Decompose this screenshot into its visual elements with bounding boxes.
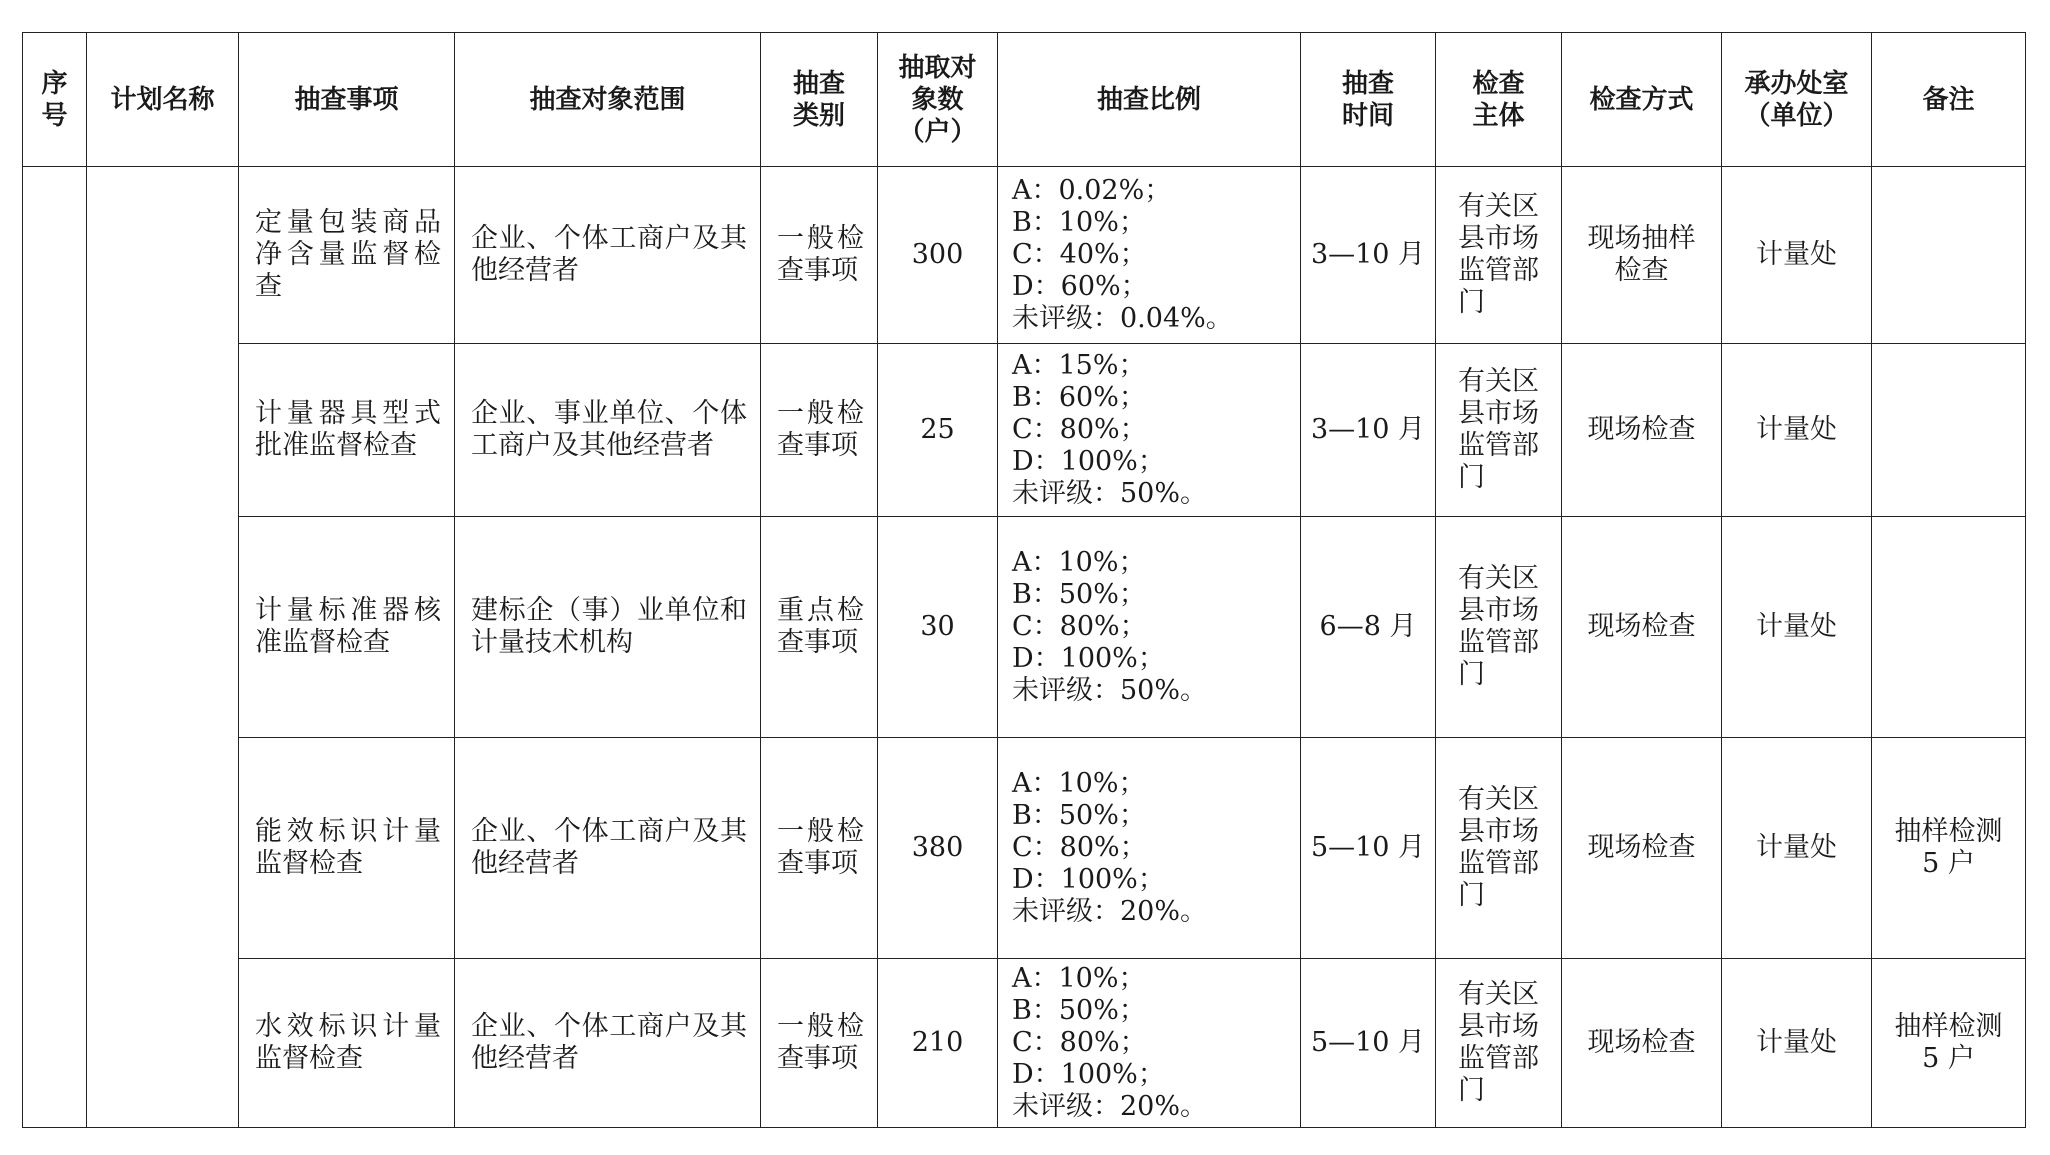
cell-ratio xyxy=(998,517,1301,738)
method-line: 现场检查 xyxy=(1587,414,1696,445)
category-line: 一般检 xyxy=(777,816,864,847)
ratio-line: 未评级：50%。 xyxy=(1012,478,1208,509)
header-dept: 承办处室 （单位） xyxy=(1722,33,1872,167)
header-seq: 序 号 xyxy=(23,33,87,167)
cell-scope xyxy=(455,959,761,1128)
ratio-line: 未评级：0.04%。 xyxy=(1012,303,1233,334)
ratio-line: A：10%； xyxy=(1012,963,1146,994)
ratio-line: B：50%； xyxy=(1012,800,1146,831)
item-line: 监督检查 xyxy=(255,848,363,879)
subject-line: 县市场 xyxy=(1458,1011,1539,1042)
cell-scope xyxy=(455,167,761,344)
cell-item xyxy=(239,959,455,1128)
scope-line: 企业、个体工商户及其 xyxy=(471,1011,747,1042)
subject-line: 监管部 xyxy=(1458,1043,1539,1074)
ratio-line: D：60%； xyxy=(1012,271,1148,302)
cell-category xyxy=(761,959,878,1128)
ratio-line: C：40%； xyxy=(1012,239,1147,270)
subject-line: 有关区 xyxy=(1458,563,1539,594)
scope-line: 工商户及其他经营者 xyxy=(471,430,714,461)
table-row xyxy=(23,344,2026,517)
cell-dept: 计量处 xyxy=(1722,167,1872,344)
cell-subject xyxy=(1436,167,1562,344)
cell-dept: 计量处 xyxy=(1722,344,1872,517)
scope-line: 建标企（事）业单位和 xyxy=(471,595,747,626)
cell-subject xyxy=(1436,344,1562,517)
cell-category xyxy=(761,738,878,959)
cell-ratio xyxy=(998,959,1301,1128)
item-line: 净含量监督检 xyxy=(255,239,441,270)
cell-subject xyxy=(1436,517,1562,738)
ratio-line: C：80%； xyxy=(1012,1027,1147,1058)
scope-line: 他经营者 xyxy=(471,1043,579,1074)
cell-count: 25 xyxy=(878,344,998,517)
cell-method xyxy=(1562,738,1722,959)
scope-line: 企业、个体工商户及其 xyxy=(471,816,747,847)
category-line: 重点检 xyxy=(777,595,864,626)
cell-scope xyxy=(455,517,761,738)
table-body xyxy=(23,167,2026,1128)
ratio-line: D：100%； xyxy=(1012,1059,1165,1090)
cell-scope xyxy=(455,344,761,517)
cell-category xyxy=(761,344,878,517)
cell-time: 3—10 月 xyxy=(1301,167,1436,344)
cell-scope xyxy=(455,738,761,959)
cell-item xyxy=(239,167,455,344)
cell-ratio xyxy=(998,738,1301,959)
scope-line: 企业、个体工商户及其 xyxy=(471,223,747,254)
subject-line: 监管部 xyxy=(1458,627,1539,658)
cell-count: 30 xyxy=(878,517,998,738)
item-line: 批准监督检查 xyxy=(255,430,417,461)
cell-dept: 计量处 xyxy=(1722,517,1872,738)
subject-line: 监管部 xyxy=(1458,848,1539,879)
cell-method xyxy=(1562,959,1722,1128)
cell-item xyxy=(239,517,455,738)
cell-time: 5—10 月 xyxy=(1301,738,1436,959)
cell-plan-name xyxy=(87,167,239,1128)
cell-category xyxy=(761,167,878,344)
category-line: 查事项 xyxy=(777,430,858,461)
cell-seq xyxy=(23,167,87,1128)
remark-line: 5 户 xyxy=(1922,848,1975,879)
remark-line: 抽样检测 xyxy=(1894,816,2003,847)
subject-line: 有关区 xyxy=(1458,191,1539,222)
cell-subject xyxy=(1436,738,1562,959)
category-line: 查事项 xyxy=(777,848,858,879)
cell-remark xyxy=(1872,738,2026,959)
table-header-row xyxy=(23,33,2026,167)
ratio-line: A：15%； xyxy=(1012,350,1146,381)
scope-line: 企业、事业单位、个体 xyxy=(471,398,747,429)
subject-line: 监管部 xyxy=(1458,255,1539,286)
method-line: 现场检查 xyxy=(1587,832,1696,863)
item-line: 监督检查 xyxy=(255,1043,363,1074)
ratio-line: 未评级：20%。 xyxy=(1012,896,1208,927)
cell-time: 3—10 月 xyxy=(1301,344,1436,517)
ratio-line: B：60%； xyxy=(1012,382,1146,413)
cell-method xyxy=(1562,344,1722,517)
table-row xyxy=(23,738,2026,959)
subject-line: 门 xyxy=(1458,287,1485,318)
subject-line: 有关区 xyxy=(1458,979,1539,1010)
subject-line: 门 xyxy=(1458,880,1485,911)
subject-line: 县市场 xyxy=(1458,398,1539,429)
method-line: 现场检查 xyxy=(1587,611,1696,642)
cell-remark xyxy=(1872,517,2026,738)
scope-line: 他经营者 xyxy=(471,255,579,286)
ratio-line: 未评级：20%。 xyxy=(1012,1091,1208,1122)
ratio-line: 未评级：50%。 xyxy=(1012,675,1208,706)
cell-ratio xyxy=(998,167,1301,344)
header-scope: 抽查对象范围 xyxy=(455,33,761,167)
item-line: 查 xyxy=(255,271,282,302)
cell-remark xyxy=(1872,344,2026,517)
cell-method xyxy=(1562,517,1722,738)
table-row xyxy=(23,517,2026,738)
subject-line: 县市场 xyxy=(1458,223,1539,254)
ratio-line: A：10%； xyxy=(1012,547,1146,578)
category-line: 一般检 xyxy=(777,1011,864,1042)
item-line: 准监督检查 xyxy=(255,627,390,658)
ratio-line: B：50%； xyxy=(1012,995,1146,1026)
item-line: 计量标准器核 xyxy=(255,595,441,626)
item-line: 能效标识计量 xyxy=(255,816,441,847)
table-row xyxy=(23,959,2026,1128)
header-ratio: 抽查比例 xyxy=(998,33,1301,167)
cell-category xyxy=(761,517,878,738)
ratio-line: A：10%； xyxy=(1012,768,1146,799)
header-item: 抽查事项 xyxy=(239,33,455,167)
ratio-line: A：0.02%； xyxy=(1012,175,1172,206)
ratio-line: C：80%； xyxy=(1012,611,1147,642)
ratio-line: D：100%； xyxy=(1012,446,1165,477)
ratio-line: C：80%； xyxy=(1012,832,1147,863)
header-time: 抽查 时间 xyxy=(1301,33,1436,167)
cell-dept: 计量处 xyxy=(1722,738,1872,959)
cell-time: 6—8 月 xyxy=(1301,517,1436,738)
subject-line: 县市场 xyxy=(1458,595,1539,626)
ratio-line: D：100%； xyxy=(1012,643,1165,674)
subject-line: 有关区 xyxy=(1458,366,1539,397)
cell-remark xyxy=(1872,167,2026,344)
subject-line: 有关区 xyxy=(1458,784,1539,815)
ratio-line: C：80%； xyxy=(1012,414,1147,445)
category-line: 查事项 xyxy=(777,1043,858,1074)
cell-ratio xyxy=(998,344,1301,517)
remark-line: 5 户 xyxy=(1922,1043,1975,1074)
ratio-line: B：10%； xyxy=(1012,207,1146,238)
method-line: 现场抽样 xyxy=(1587,223,1696,254)
header-category: 抽查 类别 xyxy=(761,33,878,167)
category-line: 一般检 xyxy=(777,223,864,254)
table-row xyxy=(23,167,2026,344)
header-remark: 备注 xyxy=(1872,33,2026,167)
remark-line: 抽样检测 xyxy=(1894,1011,2003,1042)
cell-method xyxy=(1562,167,1722,344)
header-method: 检查方式 xyxy=(1562,33,1722,167)
header-plan-name: 计划名称 xyxy=(87,33,239,167)
subject-line: 监管部 xyxy=(1458,430,1539,461)
cell-item xyxy=(239,344,455,517)
item-line: 定量包装商品 xyxy=(255,207,441,238)
ratio-line: B：50%； xyxy=(1012,579,1146,610)
category-line: 查事项 xyxy=(777,255,858,286)
cell-count: 210 xyxy=(878,959,998,1128)
ratio-line: D：100%； xyxy=(1012,864,1165,895)
category-line: 查事项 xyxy=(777,627,858,658)
cell-subject xyxy=(1436,959,1562,1128)
category-line: 一般检 xyxy=(777,398,864,429)
cell-count: 380 xyxy=(878,738,998,959)
method-line: 检查 xyxy=(1614,255,1669,286)
inspection-plan-table xyxy=(22,32,2026,1128)
header-subject: 检查 主体 xyxy=(1436,33,1562,167)
cell-count: 300 xyxy=(878,167,998,344)
subject-line: 门 xyxy=(1458,462,1485,493)
method-line: 现场检查 xyxy=(1587,1027,1696,1058)
item-line: 水效标识计量 xyxy=(255,1011,441,1042)
cell-remark xyxy=(1872,959,2026,1128)
item-line: 计量器具型式 xyxy=(255,398,441,429)
cell-time: 5—10 月 xyxy=(1301,959,1436,1128)
cell-dept: 计量处 xyxy=(1722,959,1872,1128)
subject-line: 门 xyxy=(1458,659,1485,690)
cell-item xyxy=(239,738,455,959)
subject-line: 门 xyxy=(1458,1075,1485,1106)
scope-line: 计量技术机构 xyxy=(471,627,633,658)
subject-line: 县市场 xyxy=(1458,816,1539,847)
scope-line: 他经营者 xyxy=(471,848,579,879)
header-count: 抽取对 象数 （户） xyxy=(878,33,998,167)
